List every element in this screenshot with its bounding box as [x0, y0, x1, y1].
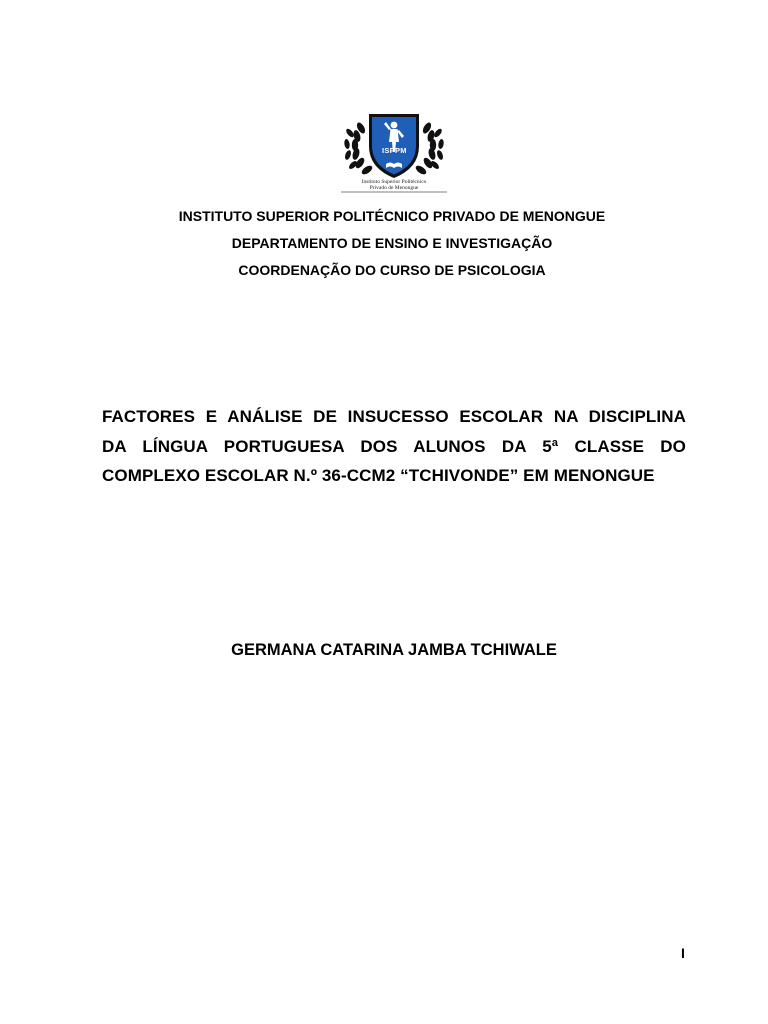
course-coordination: COORDENAÇÃO DO CURSO DE PSICOLOGIA	[238, 262, 546, 278]
thesis-title-line: COMPLEXO ESCOLAR N.º 36-CCM2 “TCHIVONDE” EM MENONGUE	[102, 466, 655, 485]
thesis-title-line: DA LÍNGUA PORTUGUESA DOS ALUNOS DA 5ª CLASSE DO	[102, 436, 686, 456]
thesis-title-line: FACTORES E ANÁLISE DE INSUCESSO ESCOLAR NA DISCIPLINA	[102, 407, 686, 426]
author-name: GERMANA CATARINA JAMBA TCHIWALE	[231, 641, 557, 659]
thesis-title	[102, 402, 686, 491]
department-name: DEPARTAMENTO DE ENSINO E INVESTIGAÇÃO	[231, 235, 553, 251]
logo-abbreviation: ISPPM	[382, 146, 407, 155]
institution-name: INSTITUTO SUPERIOR POLITÉCNICO PRIVADO DE MENONGUE	[178, 208, 606, 224]
page-number: I	[681, 945, 685, 961]
institution-logo	[331, 106, 457, 198]
logo-caption-line1: Instituto Superior Politécnico	[361, 179, 427, 185]
logo-caption-line2: Privado de Menongue	[369, 185, 419, 191]
